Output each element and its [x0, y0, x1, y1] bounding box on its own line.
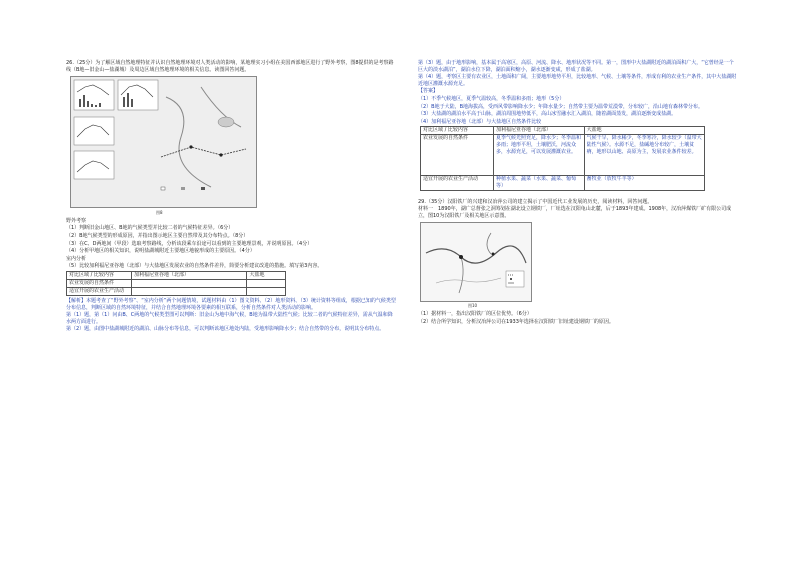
- answer-label: 【答案】: [418, 88, 439, 95]
- analysis-p1: 第（1）题，第（1）问由B、C两地的气候类型图可以判断：旧金山为地中海气候，B地为温带大陆性气候；比较二者的气候特征差异，需从气温和降水两方面进行。: [66, 312, 393, 325]
- analysis-text: 本题考查了“野外考察”、“室内分析”两个问题情境，试题材料由（1）图文资料、（2）地形资料、（3）统计资料等组成，根据已知的气候类型分布信息，判断区域的自然环境特征，并结合自然地理环境各要素的相互联系，分析自然条件对人类活动的影响。: [66, 297, 396, 311]
- comparison-table-blank: [66, 271, 286, 296]
- answer-table-title: （4）加利福尼亚谷地（北部）与大盐地区自然条件比较: [418, 118, 542, 125]
- table-row-label: 农业发展的自然条件: [421, 135, 494, 176]
- table-row: [67, 287, 286, 295]
- table-header-cell: 加利福尼亚谷地（北部）: [494, 127, 585, 135]
- table-row-label: 适宜开展的农业生产活动: [421, 176, 494, 190]
- right-column: [418, 60, 738, 326]
- answer-table: [420, 126, 705, 190]
- q29-material-1: 材料一 1890年，湖广总督张之洞筹划在湖北设立钢铁厂，厂址选在汉阳龟山北麓，后于1893年建成。1908年，汉冶萍煤铁厂矿有限公司成立，图10为汉阳铁厂及相关地区示意图。: [418, 206, 732, 219]
- answer-analysis-p4: 第（4）题，考察区主要有农业区，土地面积广阔，主要地形地势平坦，比较地形、气候、土壤等条件，形成有利的农业生产条件，其中大盐湖附近地区灌溉水源充足。: [418, 74, 737, 87]
- table-header-cell: 对比区域 / 比较内容: [421, 127, 494, 135]
- table-header-cell: 大盐地: [584, 127, 704, 135]
- tasks-title: 野外考察: [66, 217, 87, 224]
- table-row-label: 适宜开展的农业生产活动: [67, 287, 132, 295]
- analysis-p2: 第（2）题，由图中盐湖城附近的湖泊、山脉分布等信息，可以判断该地区地处内陆，受地形影响降水少；结合自然带的分布，说明其分布特点。: [66, 326, 385, 333]
- task-4: （4）分析甲地区的相关知识，说明盐湖城附近主要地区地貌形成的主要原因。（4分）: [66, 248, 255, 255]
- answer-3: （3）大盐湖的湖泊水平高于山脉，湖泊周围地势低平，高山冰雪融水汇入湖泊，随着湖面蒸发，湖泊逐渐变成盐湖。: [418, 111, 677, 118]
- figure-8: [70, 76, 257, 208]
- table-row: [67, 271, 286, 279]
- table-header-cell: 大盐地: [247, 271, 286, 279]
- figure-10-map: [421, 223, 531, 301]
- table-row: [421, 135, 705, 176]
- analysis-label: 【解析】: [66, 297, 87, 304]
- figure-8-map: [71, 77, 256, 207]
- table-row: [421, 176, 705, 190]
- table-cell: 气候干旱，降水稀少，冬季寒冷，降水较少（温带大陆性气候）。水源不足，盐碱地分布较广，土壤贫瘠，地形以山地、高原为主，发展农业条件较差。: [584, 135, 704, 176]
- task-5: （5）比较加利福尼亚谷地（北部）与大盐地区发展农业的自然条件差异，简要分析建议改进的措施。填写第3内容。: [66, 263, 323, 270]
- task-2: （2）B地气候类型的形成原因，并指出图示地区主要自然带及其分布特点。（8分）: [66, 232, 249, 239]
- q29-question-2: （2）结合所学知识，分析汉冶萍公司在1933年选择在汉阳铁厂旧址建设钢铁厂的原因。: [418, 318, 614, 325]
- table-header-cell: 加利福尼亚谷地（北部）: [132, 271, 247, 279]
- analysis-block: [66, 298, 396, 311]
- table-row: [421, 127, 705, 135]
- answer-2: （2）B地于大陆，B地海拔高，受西风带影响降水少；年降水量少；自然带主要为温带荒漠带，分布较广，沿山地有森林带分布。: [418, 103, 704, 110]
- room-title: 室内分析: [66, 255, 87, 262]
- q29-question-1: （1）据材料一，指出汉阳铁厂的区位优势。（6分）: [418, 310, 532, 317]
- figure-10-caption: 图10: [468, 303, 478, 309]
- answer-analysis-p3: 第（3）题，由于地形影响，基本属于高寒区，高原、河流、降水、地形状况等不同。第一，图形中大盐湖附近的湖泊面积广大，“它曾经是一个巨大的淡水湖泊”，湖泊水位下降，湖泊面积缩小，湖水逐渐变咸，形成了盐湖。: [418, 60, 734, 73]
- left-column: [66, 60, 396, 334]
- task-3: （3）在C、D两地间（甲段）选取考察路线，分析该段乘车沿途可以看到的主要地理景观，并说明原因。（4分）: [66, 240, 313, 247]
- task-1: （1）判断旧金山地区、B地的气候类型并比较二者的气候特征差异。（6分）: [66, 225, 234, 232]
- table-cell: 畜牧业（放牧牛羊等）: [584, 176, 704, 190]
- figure-10: [420, 222, 532, 302]
- table-cell: 夏季气候光照充足，降水少；冬季温和多雨；地形平坦，土壤肥沃，河流众多，水源充足，可以发展灌溉农业。: [494, 135, 585, 176]
- table-row: [67, 279, 286, 287]
- figure-8-caption: 图8: [156, 210, 163, 216]
- table-cell: 种植水果、蔬菜（水果、蔬菜、葡萄等）: [494, 176, 585, 190]
- table-row-label: 农业发展的自然条件: [67, 279, 132, 287]
- q26-stem: 26.（25分）为了解区域自然地理特征并认识自然地理环境对人类活动的影响，某地理实习小组在美国西部地区进行了野外考察，图8提供的是考察路线（B地—旧金山—盐湖城）及周边区域自然地理环境的相关信息。读图回答问题。: [66, 60, 394, 73]
- q29-stem: 29.（35分）汉阳铁厂的兴建和汉冶萍公司的建立揭示了中国近代工业发展的历史，阅读材料，回答问题。: [418, 198, 653, 205]
- table-header-cell: 对比区域 / 比较内容: [67, 271, 132, 279]
- answer-1: （1）不季气候地区，夏季气温较高，冬季温和多雨；地形（5分）: [418, 95, 565, 102]
